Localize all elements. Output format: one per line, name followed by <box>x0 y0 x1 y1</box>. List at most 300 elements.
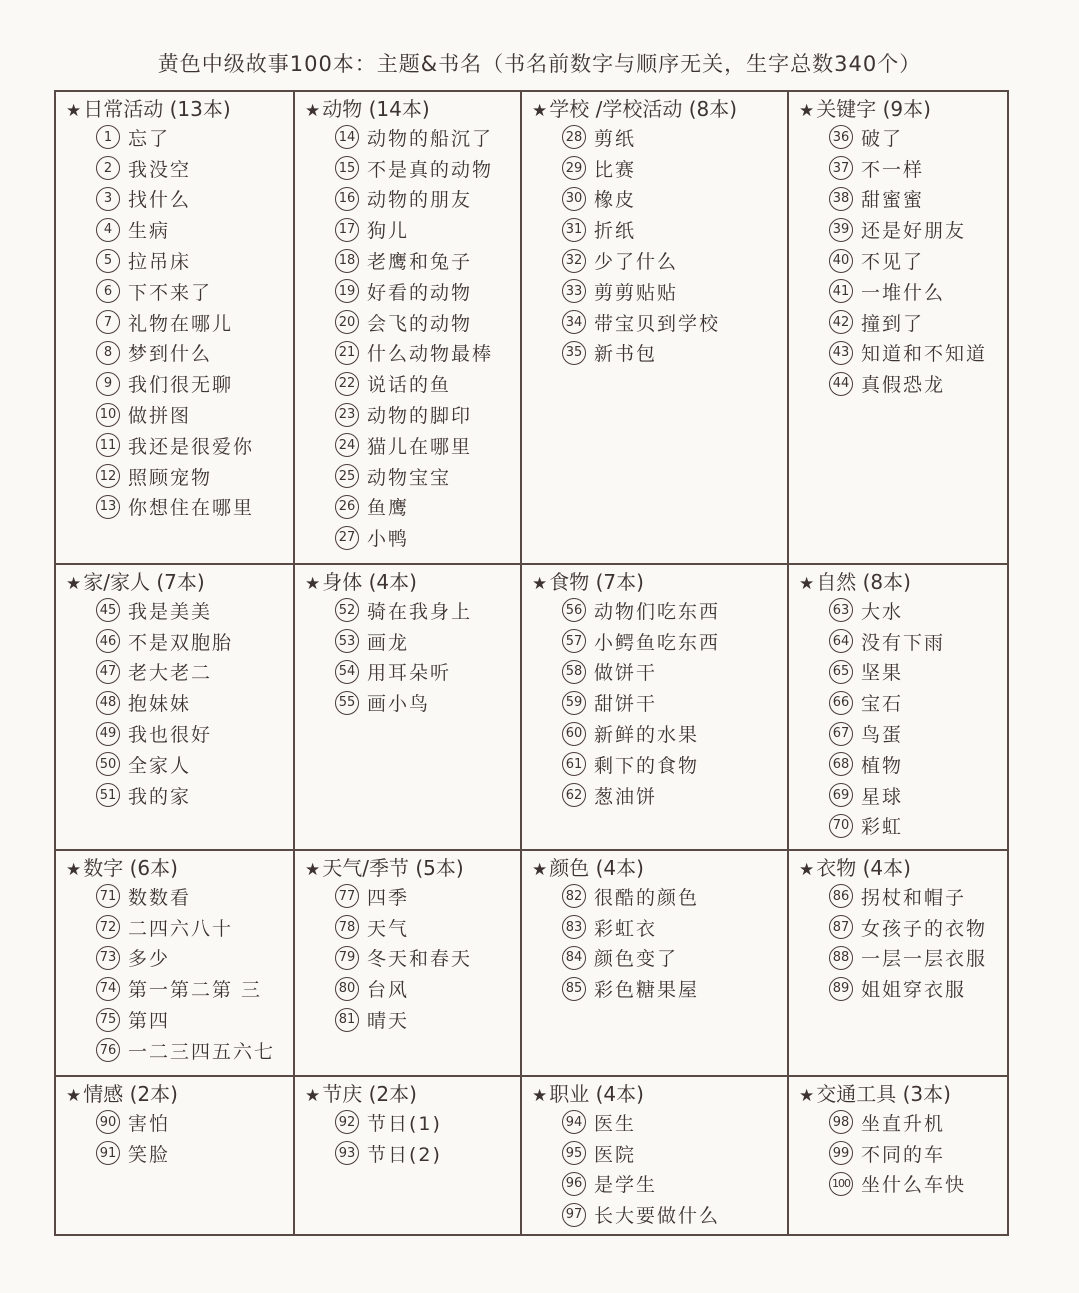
book-number-badge: 70 <box>829 814 853 838</box>
book-number-badge: 45 <box>96 598 120 622</box>
star-icon: ★ <box>532 860 548 880</box>
book-number-badge: 27 <box>335 526 359 550</box>
book-number-badge: 75 <box>96 1008 120 1032</box>
book-item <box>829 338 1009 369</box>
book-title: 我也很好 <box>128 724 213 747</box>
star-icon: ★ <box>66 101 82 121</box>
theme-heading <box>295 96 520 122</box>
book-number-badge: 9 <box>96 372 120 396</box>
book-list <box>295 881 520 1035</box>
star-icon: ★ <box>66 860 82 880</box>
book-number-badge: 53 <box>335 629 359 653</box>
book-item <box>562 1138 787 1169</box>
theme-heading <box>789 96 1009 122</box>
theme-heading <box>789 1081 1009 1107</box>
book-title: 坐直升机 <box>861 1112 946 1135</box>
book-number-badge: 23 <box>335 403 359 427</box>
book-item <box>829 811 1009 842</box>
book-item <box>562 881 787 912</box>
book-title: 画小鸟 <box>367 693 431 716</box>
book-item <box>829 368 1009 399</box>
theme-book-count: (9本) <box>876 97 931 121</box>
book-number-badge: 42 <box>829 310 853 334</box>
theme-heading <box>56 569 293 595</box>
book-item <box>96 122 293 153</box>
book-item <box>335 430 520 461</box>
book-number-badge: 41 <box>829 279 853 303</box>
book-item <box>335 153 520 184</box>
book-title: 比赛 <box>594 158 637 181</box>
book-number-badge: 12 <box>96 464 120 488</box>
book-item <box>335 626 520 657</box>
theme-book-count: (8本) <box>682 97 738 121</box>
theme-name: 学校 /学校活动 <box>549 97 683 121</box>
star-icon: ★ <box>532 574 548 594</box>
book-list <box>522 881 787 1004</box>
theme-cell <box>56 851 293 1075</box>
book-item <box>562 657 787 688</box>
book-number-badge: 97 <box>562 1203 586 1227</box>
book-number-badge: 49 <box>96 722 120 746</box>
book-number-badge: 72 <box>96 915 120 939</box>
book-number-badge: 3 <box>96 187 120 211</box>
book-title: 害怕 <box>128 1112 171 1135</box>
star-icon: ★ <box>532 1086 548 1106</box>
book-number-badge: 76 <box>96 1038 120 1062</box>
book-title: 动物的船沉了 <box>367 127 494 150</box>
book-number-badge: 58 <box>562 660 586 684</box>
theme-cell <box>522 851 787 1075</box>
book-title: 我是美美 <box>128 600 213 623</box>
theme-heading <box>522 855 787 881</box>
theme-name: 食物 <box>549 570 590 594</box>
book-title: 剪剪贴贴 <box>594 281 679 304</box>
book-title: 做拼图 <box>128 405 192 428</box>
book-number-badge: 51 <box>96 783 120 807</box>
book-number-badge: 26 <box>335 495 359 519</box>
book-item <box>562 184 787 215</box>
book-item <box>829 122 1009 153</box>
book-number-badge: 80 <box>335 977 359 1001</box>
book-item <box>562 943 787 974</box>
book-title: 台风 <box>367 979 410 1002</box>
book-number-badge: 86 <box>829 884 853 908</box>
book-item <box>335 122 520 153</box>
book-list <box>56 595 293 811</box>
book-item <box>96 1035 293 1066</box>
theme-book-count: (4本) <box>856 856 911 880</box>
book-title: 坐什么车快 <box>861 1174 967 1197</box>
book-item <box>829 184 1009 215</box>
book-item <box>829 718 1009 749</box>
book-number-badge: 79 <box>335 946 359 970</box>
book-list <box>522 595 787 811</box>
book-title: 生病 <box>128 220 171 243</box>
book-item <box>829 881 1009 912</box>
book-item <box>829 749 1009 780</box>
book-title: 不同的车 <box>861 1143 946 1166</box>
book-item <box>335 184 520 215</box>
book-title: 会飞的动物 <box>367 312 473 335</box>
book-title: 不见了 <box>861 251 925 274</box>
book-title: 大水 <box>861 600 904 623</box>
book-number-badge: 2 <box>96 156 120 180</box>
book-number-badge: 54 <box>335 660 359 684</box>
book-number-badge: 65 <box>829 660 853 684</box>
theme-cell <box>295 92 520 563</box>
star-icon: ★ <box>799 101 815 121</box>
book-number-badge: 81 <box>335 1008 359 1032</box>
book-item <box>829 276 1009 307</box>
book-item <box>829 245 1009 276</box>
theme-cell <box>789 92 1009 563</box>
book-number-badge: 20 <box>335 310 359 334</box>
book-title: 一堆什么 <box>861 281 946 304</box>
book-title: 知道和不知道 <box>861 343 988 366</box>
book-item <box>562 626 787 657</box>
book-number-badge: 78 <box>335 915 359 939</box>
book-item <box>335 1138 520 1169</box>
book-number-badge: 64 <box>829 629 853 653</box>
theme-name: 职业 <box>549 1082 590 1106</box>
book-list <box>295 1107 520 1169</box>
theme-heading <box>295 569 520 595</box>
theme-heading <box>789 855 1009 881</box>
book-item <box>96 430 293 461</box>
book-number-badge: 18 <box>335 249 359 273</box>
theme-name: 交通工具 <box>816 1082 897 1106</box>
book-item <box>829 657 1009 688</box>
book-number-badge: 50 <box>96 752 120 776</box>
book-title: 下不来了 <box>128 281 213 304</box>
book-title: 一层一层衣服 <box>861 948 988 971</box>
theme-book-count: (4本) <box>589 856 644 880</box>
book-number-badge: 84 <box>562 946 586 970</box>
theme-heading <box>295 855 520 881</box>
book-title: 笑脸 <box>128 1143 171 1166</box>
book-title: 照顾宠物 <box>128 466 213 489</box>
book-item <box>829 307 1009 338</box>
book-title: 说话的鱼 <box>367 374 452 397</box>
book-number-badge: 29 <box>562 156 586 180</box>
book-title: 狗儿 <box>367 220 410 243</box>
book-number-badge: 1 <box>96 125 120 149</box>
book-title: 医院 <box>594 1143 637 1166</box>
theme-book-count: (2本) <box>362 1082 417 1106</box>
theme-cell <box>295 565 520 849</box>
book-number-badge: 59 <box>562 691 586 715</box>
star-icon: ★ <box>799 860 815 880</box>
book-number-badge: 47 <box>96 660 120 684</box>
book-number-badge: 60 <box>562 722 586 746</box>
star-icon: ★ <box>66 574 82 594</box>
book-item <box>562 973 787 1004</box>
book-number-badge: 31 <box>562 218 586 242</box>
book-number-badge: 90 <box>96 1110 120 1134</box>
book-title: 我们很无聊 <box>128 374 234 397</box>
book-number-badge: 55 <box>335 691 359 715</box>
book-item <box>829 780 1009 811</box>
theme-book-count: (4本) <box>589 1082 644 1106</box>
theme-book-count: (6本) <box>123 856 178 880</box>
book-item <box>335 1107 520 1138</box>
book-number-badge: 13 <box>96 495 120 519</box>
book-number-badge: 52 <box>335 598 359 622</box>
book-title: 小鸭 <box>367 528 410 551</box>
book-title: 坚果 <box>861 662 904 685</box>
book-title: 是学生 <box>594 1174 658 1197</box>
book-item <box>96 245 293 276</box>
book-list <box>295 595 520 718</box>
book-number-badge: 33 <box>562 279 586 303</box>
theme-heading <box>295 1081 520 1107</box>
theme-heading <box>522 1081 787 1107</box>
theme-heading <box>56 96 293 122</box>
star-icon: ★ <box>305 1086 321 1106</box>
theme-cell <box>56 92 293 563</box>
book-item <box>335 461 520 492</box>
book-number-badge: 69 <box>829 783 853 807</box>
star-icon: ★ <box>799 1086 815 1106</box>
book-item <box>96 492 293 523</box>
book-item <box>335 1004 520 1035</box>
book-number-badge: 57 <box>562 629 586 653</box>
book-title: 拐杖和帽子 <box>861 886 967 909</box>
book-title: 猫儿在哪里 <box>367 435 473 458</box>
book-item <box>96 881 293 912</box>
book-item <box>96 1107 293 1138</box>
book-item <box>96 626 293 657</box>
book-number-badge: 7 <box>96 310 120 334</box>
book-item <box>96 461 293 492</box>
book-item <box>96 307 293 338</box>
book-title: 甜蜜蜜 <box>861 189 925 212</box>
book-title: 鱼鹰 <box>367 497 410 520</box>
book-item <box>335 368 520 399</box>
theme-book-count: (14本) <box>362 97 430 121</box>
book-number-badge: 89 <box>829 977 853 1001</box>
theme-name: 颜色 <box>549 856 590 880</box>
theme-cell <box>522 1077 787 1236</box>
book-title: 医生 <box>594 1112 637 1135</box>
book-number-badge: 73 <box>96 946 120 970</box>
theme-cell <box>56 1077 293 1236</box>
book-item <box>335 912 520 943</box>
book-number-badge: 46 <box>96 629 120 653</box>
book-number-badge: 16 <box>335 187 359 211</box>
book-title: 小鳄鱼吃东西 <box>594 631 721 654</box>
book-number-badge: 35 <box>562 341 586 365</box>
book-item <box>829 153 1009 184</box>
book-item <box>562 245 787 276</box>
book-title: 用耳朵听 <box>367 662 452 685</box>
book-number-badge: 37 <box>829 156 853 180</box>
book-number-badge: 83 <box>562 915 586 939</box>
book-item <box>829 595 1009 626</box>
book-title: 画龙 <box>367 631 410 654</box>
book-item <box>562 1107 787 1138</box>
book-item <box>562 1199 787 1230</box>
theme-cell <box>56 565 293 849</box>
theme-cell <box>295 851 520 1075</box>
star-icon: ★ <box>305 574 321 594</box>
book-number-badge: 28 <box>562 125 586 149</box>
theme-name: 节庆 <box>322 1082 363 1106</box>
book-number-badge: 21 <box>335 341 359 365</box>
book-number-badge: 19 <box>335 279 359 303</box>
book-number-badge: 99 <box>829 1141 853 1165</box>
book-item <box>335 338 520 369</box>
book-number-badge: 6 <box>96 279 120 303</box>
book-title: 二四六八十 <box>128 917 234 940</box>
book-item <box>96 912 293 943</box>
book-title: 新书包 <box>594 343 658 366</box>
book-number-badge: 85 <box>562 977 586 1001</box>
book-title: 葱油饼 <box>594 785 658 808</box>
book-item <box>96 657 293 688</box>
book-title: 少了什么 <box>594 251 679 274</box>
theme-name: 关键字 <box>816 97 877 121</box>
book-title: 很酷的颜色 <box>594 886 700 909</box>
book-number-badge: 32 <box>562 249 586 273</box>
book-title: 四季 <box>367 886 410 909</box>
book-title: 不是真的动物 <box>367 158 494 181</box>
theme-book-count: (2本) <box>123 1082 178 1106</box>
book-item <box>96 780 293 811</box>
book-item <box>335 307 520 338</box>
book-item <box>562 122 787 153</box>
book-number-badge: 39 <box>829 218 853 242</box>
theme-book-count: (3本) <box>896 1082 951 1106</box>
book-title: 全家人 <box>128 754 192 777</box>
book-item <box>335 687 520 718</box>
book-title: 植物 <box>861 754 904 777</box>
theme-name: 衣物 <box>816 856 857 880</box>
theme-table <box>54 90 1009 1236</box>
book-item <box>562 307 787 338</box>
star-icon: ★ <box>305 101 321 121</box>
theme-heading <box>56 1081 293 1107</box>
book-title: 第四 <box>128 1010 171 1033</box>
book-item <box>562 687 787 718</box>
book-item <box>335 522 520 553</box>
theme-name: 家/家人 <box>83 570 150 594</box>
book-list <box>789 122 1009 399</box>
book-title: 我还是很爱你 <box>128 435 255 458</box>
book-title: 晴天 <box>367 1010 410 1033</box>
book-item <box>829 1169 1009 1200</box>
book-list <box>789 881 1009 1004</box>
book-number-badge: 91 <box>96 1141 120 1165</box>
book-number-badge: 92 <box>335 1110 359 1134</box>
book-title: 星球 <box>861 785 904 808</box>
theme-heading <box>789 569 1009 595</box>
book-item <box>562 718 787 749</box>
book-item <box>335 595 520 626</box>
book-title: 彩虹 <box>861 816 904 839</box>
book-number-badge: 11 <box>96 433 120 457</box>
book-item <box>829 687 1009 718</box>
book-number-badge: 96 <box>562 1172 586 1196</box>
book-title: 老鹰和兔子 <box>367 251 473 274</box>
book-title: 我没空 <box>128 158 192 181</box>
theme-name: 动物 <box>322 97 363 121</box>
theme-cell <box>522 92 787 563</box>
book-item <box>562 1169 787 1200</box>
book-item <box>335 943 520 974</box>
star-icon: ★ <box>799 574 815 594</box>
book-title: 第一第二第 三 <box>128 979 263 1002</box>
theme-book-count: (5本) <box>409 856 464 880</box>
book-item <box>96 214 293 245</box>
book-number-badge: 22 <box>335 372 359 396</box>
theme-cell <box>789 565 1009 849</box>
book-title: 数数看 <box>128 886 192 909</box>
book-number-badge: 100 <box>829 1172 853 1196</box>
theme-book-count: (7本) <box>589 570 644 594</box>
book-number-badge: 15 <box>335 156 359 180</box>
book-item <box>562 214 787 245</box>
book-title: 抱妹妹 <box>128 693 192 716</box>
book-title: 忘了 <box>128 127 171 150</box>
book-title: 长大要做什么 <box>594 1205 721 1228</box>
book-number-badge: 67 <box>829 722 853 746</box>
star-icon: ★ <box>305 860 321 880</box>
book-item <box>96 1138 293 1169</box>
book-title: 彩虹衣 <box>594 917 658 940</box>
theme-book-count: (8本) <box>856 570 911 594</box>
book-title: 剩下的食物 <box>594 754 700 777</box>
book-item <box>562 153 787 184</box>
theme-name: 情感 <box>83 1082 124 1106</box>
book-item <box>335 973 520 1004</box>
book-number-badge: 25 <box>335 464 359 488</box>
book-number-badge: 88 <box>829 946 853 970</box>
book-title: 不一样 <box>861 158 925 181</box>
book-title: 我的家 <box>128 785 192 808</box>
book-item <box>96 943 293 974</box>
book-title: 宝石 <box>861 693 904 716</box>
book-number-badge: 71 <box>96 884 120 908</box>
book-number-badge: 14 <box>335 125 359 149</box>
book-number-badge: 87 <box>829 915 853 939</box>
book-item <box>829 973 1009 1004</box>
book-number-badge: 40 <box>829 249 853 273</box>
book-item <box>829 943 1009 974</box>
book-title: 骑在我身上 <box>367 600 473 623</box>
book-title: 礼物在哪儿 <box>128 312 234 335</box>
book-title: 不是双胞胎 <box>128 631 234 654</box>
book-item <box>335 399 520 430</box>
book-item <box>335 657 520 688</box>
book-title: 做饼干 <box>594 662 658 685</box>
theme-heading <box>522 96 787 122</box>
book-item <box>335 276 520 307</box>
book-number-badge: 98 <box>829 1110 853 1134</box>
book-title: 没有下雨 <box>861 631 946 654</box>
book-list <box>56 122 293 522</box>
book-item <box>96 153 293 184</box>
theme-name: 自然 <box>816 570 857 594</box>
book-number-badge: 74 <box>96 977 120 1001</box>
book-title: 还是好朋友 <box>861 220 967 243</box>
book-number-badge: 63 <box>829 598 853 622</box>
book-number-badge: 68 <box>829 752 853 776</box>
book-number-badge: 95 <box>562 1141 586 1165</box>
theme-name: 身体 <box>322 570 363 594</box>
book-number-badge: 24 <box>335 433 359 457</box>
book-list <box>789 1107 1009 1199</box>
